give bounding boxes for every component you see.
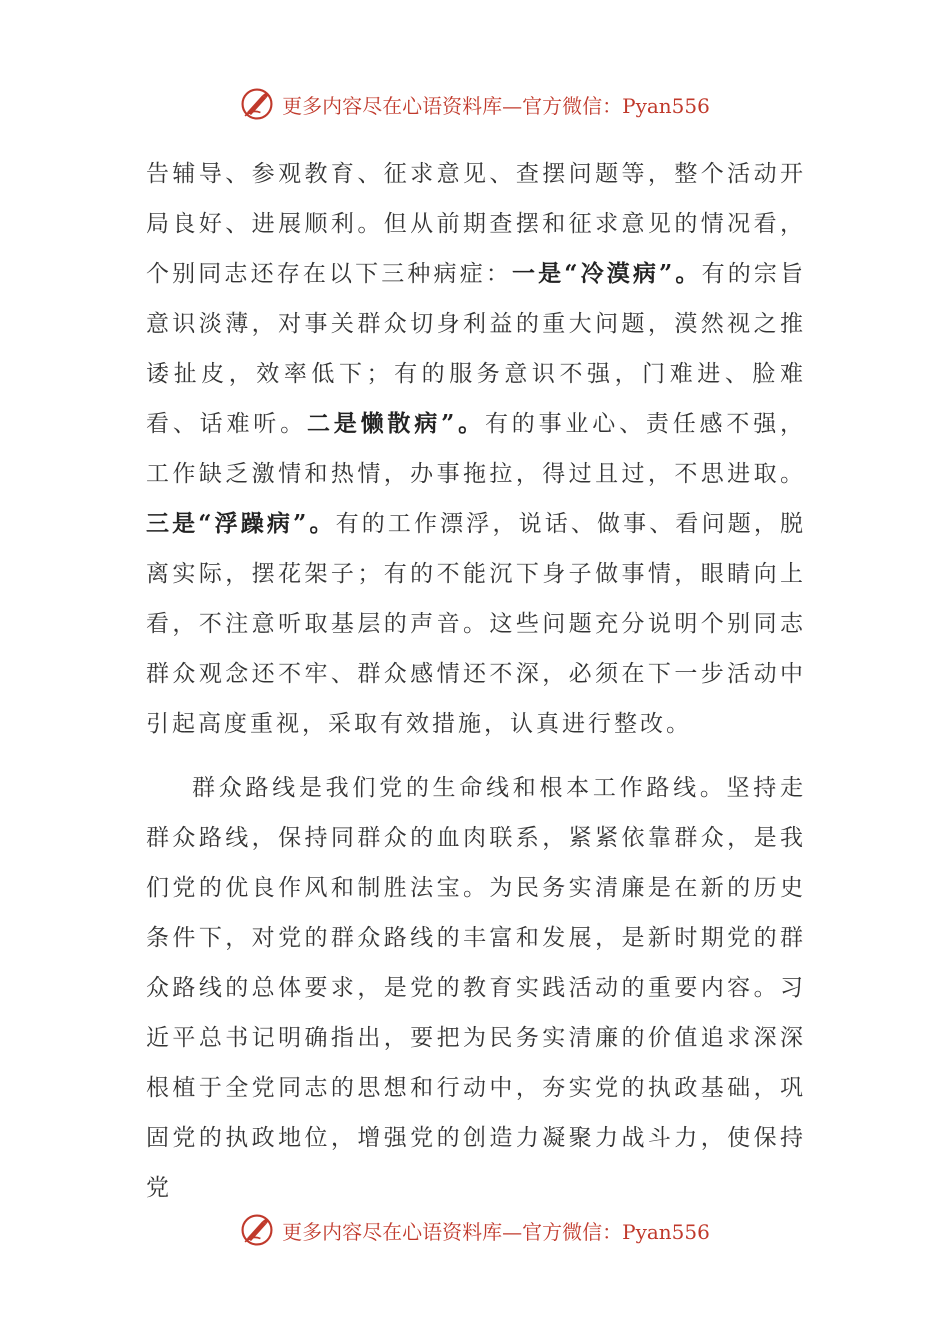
p1-text-2: 有的宗旨意识淡薄，对事关群众切身利益的重大问题，漠然视之推诿扯皮，效率低下；有的服务意识不强，门难进、脸难看、话难听。 xyxy=(146,261,807,437)
header-banner xyxy=(0,84,950,124)
p1-text-1: 告辅导、参观教育、征求意见、查摆问题等，整个活动开局良好、进展顺利。但从前期查摆和征求意见的情况看，个别同志还存在以下三种病症： xyxy=(146,161,806,287)
p1-bold-2: 二是懒散病”。 xyxy=(306,410,485,437)
document-body xyxy=(146,149,806,1213)
header-banner-text: 更多内容尽在心语资料库—官方微信：Pyan556 xyxy=(282,93,710,118)
p1-bold-1: 一是“冷漠病”。 xyxy=(511,260,702,287)
footer-banner-text: 更多内容尽在心语资料库—官方微信：Pyan556 xyxy=(282,1219,710,1244)
p1-text-4: 有的工作漂浮，说话、做事、看问题，脱离实际，摆花架子；有的不能沉下身子做事情，眼睛向上看，不注意听取基层的声音。这些问题充分说明个别同志群众观念还不牢、群众感情还不深，必须在下一步活动中引起高度重视，采取有效措施，认真进行整改。 xyxy=(146,511,806,737)
p1-bold-3: 三是“浮躁病”。 xyxy=(146,510,336,537)
p1-text-3: 有的事业心、责任感不强，工作缺乏激情和热情，办事拖拉，得过且过，不思进取。 xyxy=(146,411,807,487)
pen-nib-logo-icon xyxy=(240,87,274,121)
paragraph-2: 群众路线是我们党的生命线和根本工作路线。坚持走群众路线，保持同群众的血肉联系，紧紧依靠群众，是我们党的优良作风和制胜法宝。为民务实清廉是在新的历史条件下，对党的群众路线的丰富和发展，是新时期党的群众路线的总体要求，是党的教育实践活动的重要内容。习近平总书记明确指出，要把为民务实清廉的价值追求深深根植于全党同志的思想和行动中，夯实党的执政基础，巩固党的执政地位，增强党的创造力凝聚力战斗力，使保持党 xyxy=(146,775,806,1201)
pen-nib-logo-icon xyxy=(240,1213,274,1247)
footer-banner xyxy=(0,1210,950,1250)
paragraph-1 xyxy=(146,149,806,749)
